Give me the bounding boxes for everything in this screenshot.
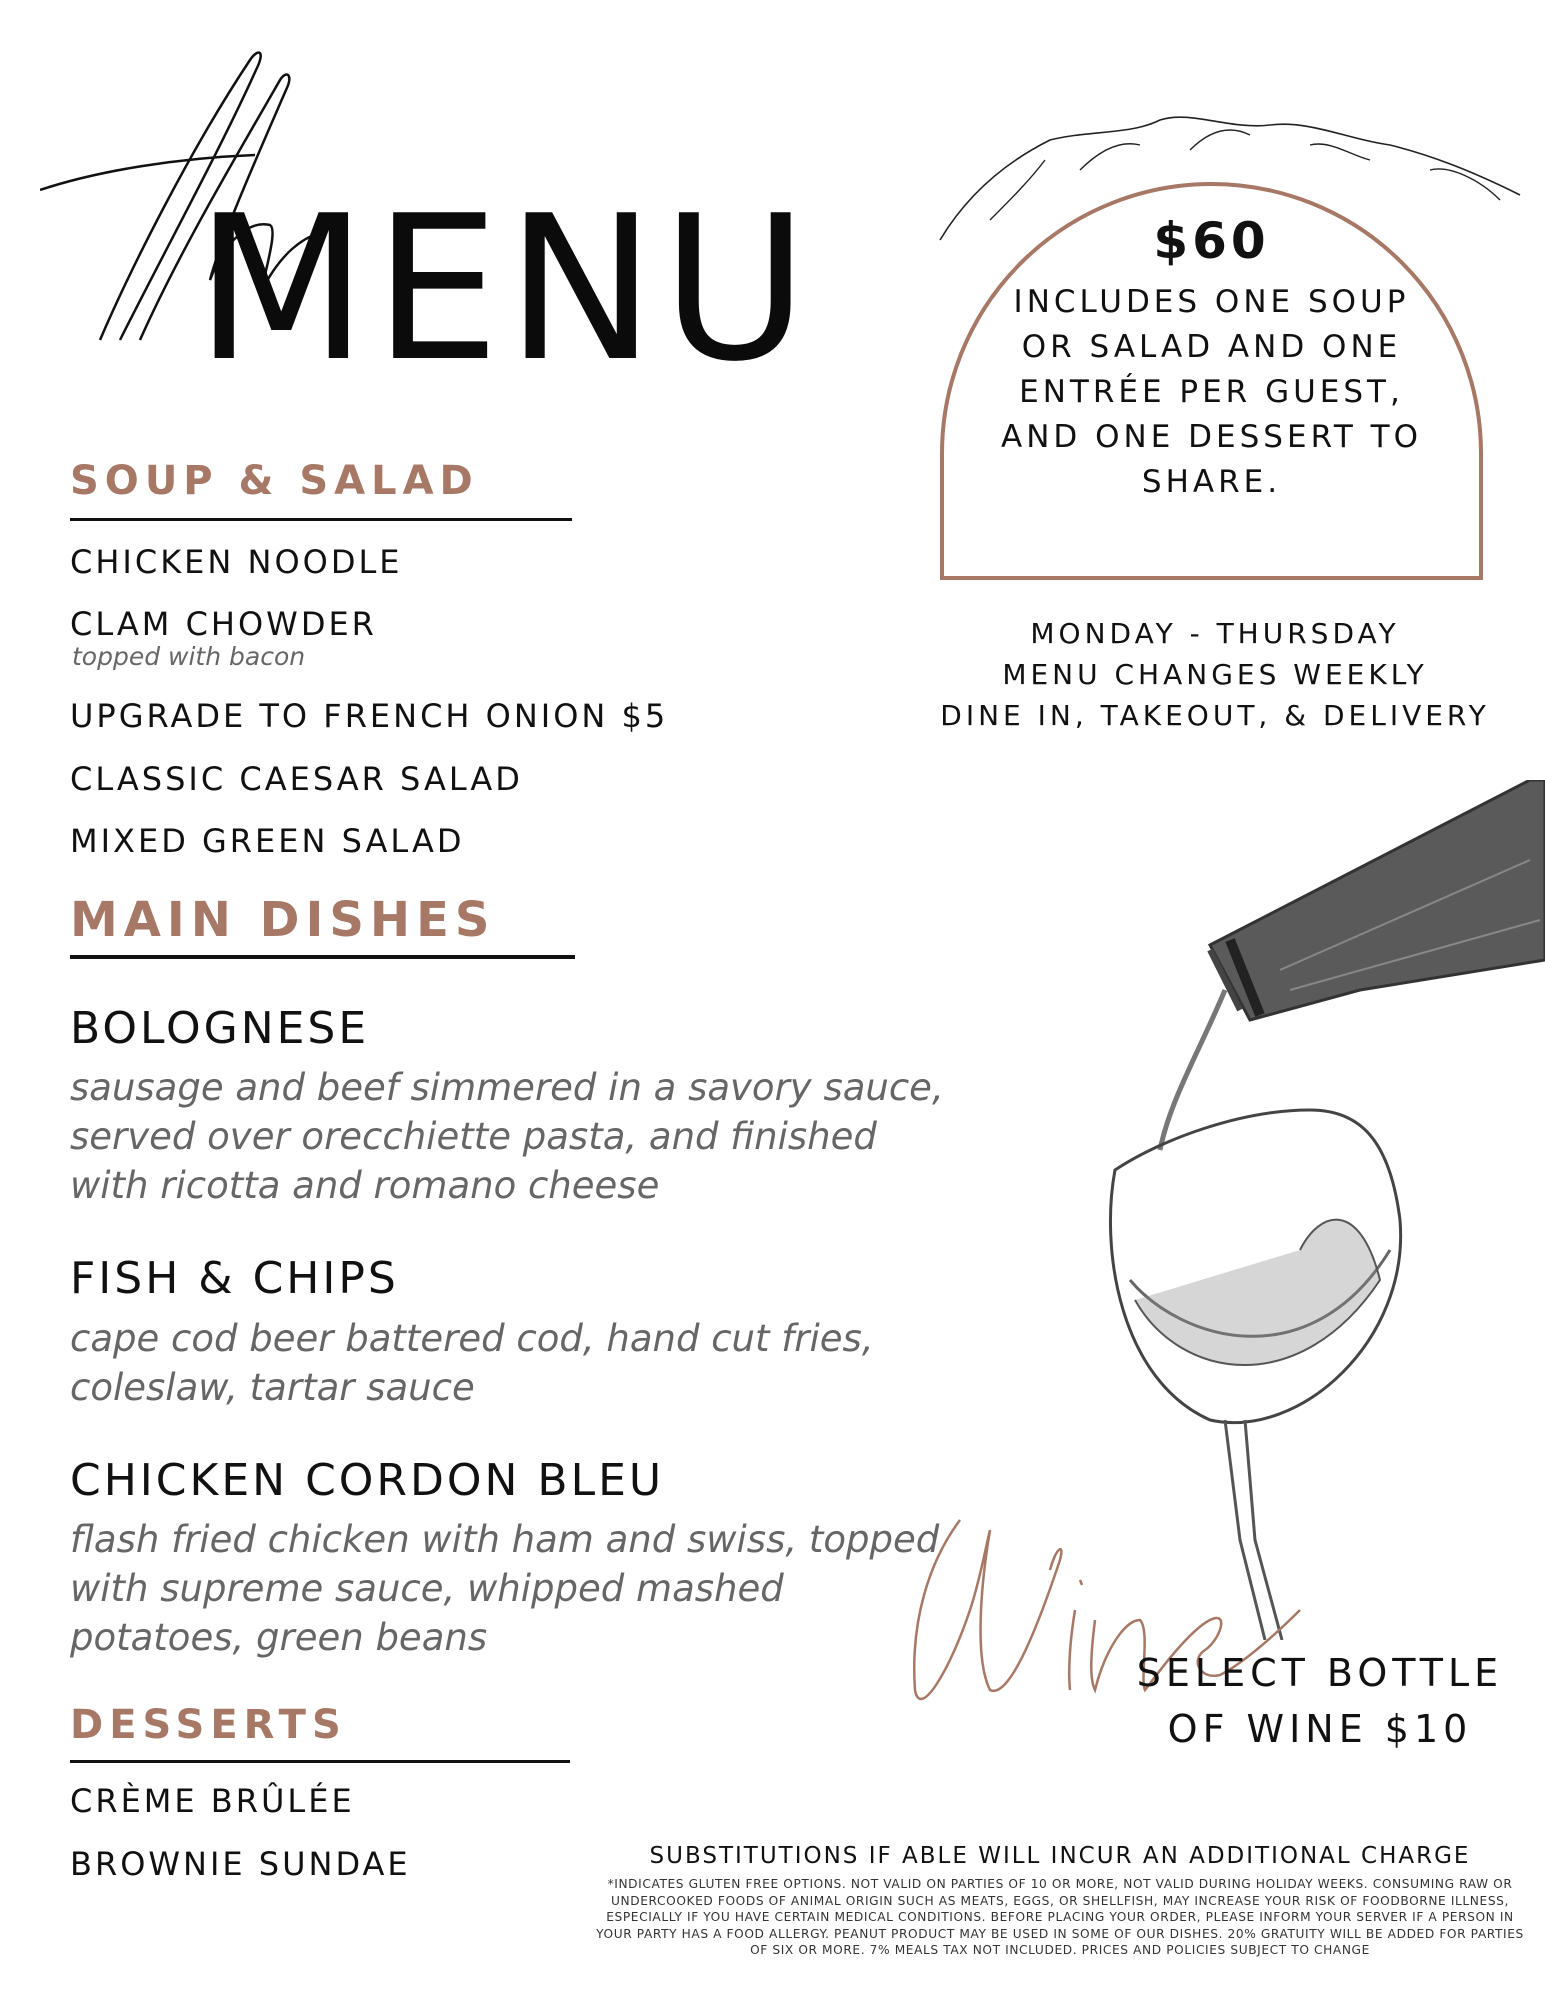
menu-item-brownie-sundae: BROWNIE SUNDAE <box>70 1845 411 1883</box>
dish-description-bolognese: sausage and beef simmered in a savory sauce, served over orecchiette pasta, and finished with ricotta and romano cheese <box>70 1066 944 1207</box>
schedule-changes: MENU CHANGES WEEKLY <box>1002 658 1428 691</box>
dish-title-bolognese: BOLOGNESE <box>70 1003 370 1054</box>
menu-item-caesar-salad: CLASSIC CAESAR SALAD <box>70 760 523 798</box>
dish-title-fish-chips: FISH & CHIPS <box>70 1253 399 1304</box>
deal-price: $60 <box>1153 212 1270 270</box>
wine-offer <box>1120 1645 1520 1757</box>
dish-title-chicken-cordon-bleu: CHICKEN CORDON BLEU <box>70 1455 665 1506</box>
menu-item-note: topped with bacon <box>72 642 306 671</box>
schedule-days: MONDAY - THURSDAY <box>1030 617 1400 650</box>
menu-title: MENU <box>195 173 814 406</box>
section-heading-main-dishes: MAIN DISHES <box>70 892 496 948</box>
menu-item-mixed-green-salad: MIXED GREEN SALAD <box>70 822 465 860</box>
dish-description-chicken-cordon-bleu: flash fried chicken with ham and swiss, topped with supreme sauce, whipped mashed potatoes, green beans <box>70 1518 940 1659</box>
menu-item-french-onion-upgrade: UPGRADE TO FRENCH ONION $5 <box>70 697 669 735</box>
section-heading-desserts: DESSERTS <box>70 1702 347 1748</box>
section-heading-soup-salad: SOUP & SALAD <box>70 458 479 504</box>
wine-offer-line-1: SELECT BOTTLE <box>1136 1651 1504 1695</box>
fine-print: *INDICATES GLUTEN FREE OPTIONS. NOT VALID ON PARTIES OF 10 OR MORE, NOT VALID DURING HOLIDAY WEEKS. CONSUMING RAW OR UNDERCOOKED FOODS OF ANIMAL ORIGIN SUCH AS MEATS, EGGS, OR SHELLFISH, MAY INCREASE YOUR RISK OF FOODBORNE ILLNESS, ESPECIALLY IF YOU HAVE CERTAIN MEDICAL CONDITIONS. BEFORE PLACING YOUR ORDER, PLEASE INFORM YOUR SERVER IF A PERSON IN YOUR PARTY HAS A FOOD ALLERGY. PEANUT PRODUCT MAY BE USED IN SOME OF OUR DISHES. 20% GRATUITY WILL BE ADDED FOR PARTIES OF SIX OR MORE. 7% MEALS TAX NOT INCLUDED. PRICES AND POLICIES SUBJECT TO CHANGE <box>596 1877 1524 1957</box>
substitutions-notice: SUBSTITUTIONS IF ABLE WILL INCUR AN ADDITIONAL CHARGE <box>649 1843 1471 1869</box>
wine-offer-line-2: OF WINE $10 <box>1167 1707 1473 1751</box>
section-divider <box>70 955 575 959</box>
deal-description: INCLUDES ONE SOUP OR SALAD AND ONE ENTRÉE PER GUEST, AND ONE DESSERT TO SHARE. <box>1001 284 1422 500</box>
section-divider <box>70 518 572 521</box>
menu-item-chicken-noodle: CHICKEN NOODLE <box>70 543 403 581</box>
dish-description-fish-chips: cape cod beer battered cod, hand cut fries, coleslaw, tartar sauce <box>70 1317 874 1409</box>
section-divider <box>70 1760 570 1763</box>
schedule-block <box>900 613 1530 736</box>
menu-item-creme-brulee: CRÈME BRÛLÉE <box>70 1782 355 1820</box>
schedule-service: DINE IN, TAKEOUT, & DELIVERY <box>940 699 1490 732</box>
wine-bottle-pouring-icon <box>1210 780 1545 1020</box>
menu-item-clam-chowder: CLAM CHOWDER <box>70 605 377 643</box>
